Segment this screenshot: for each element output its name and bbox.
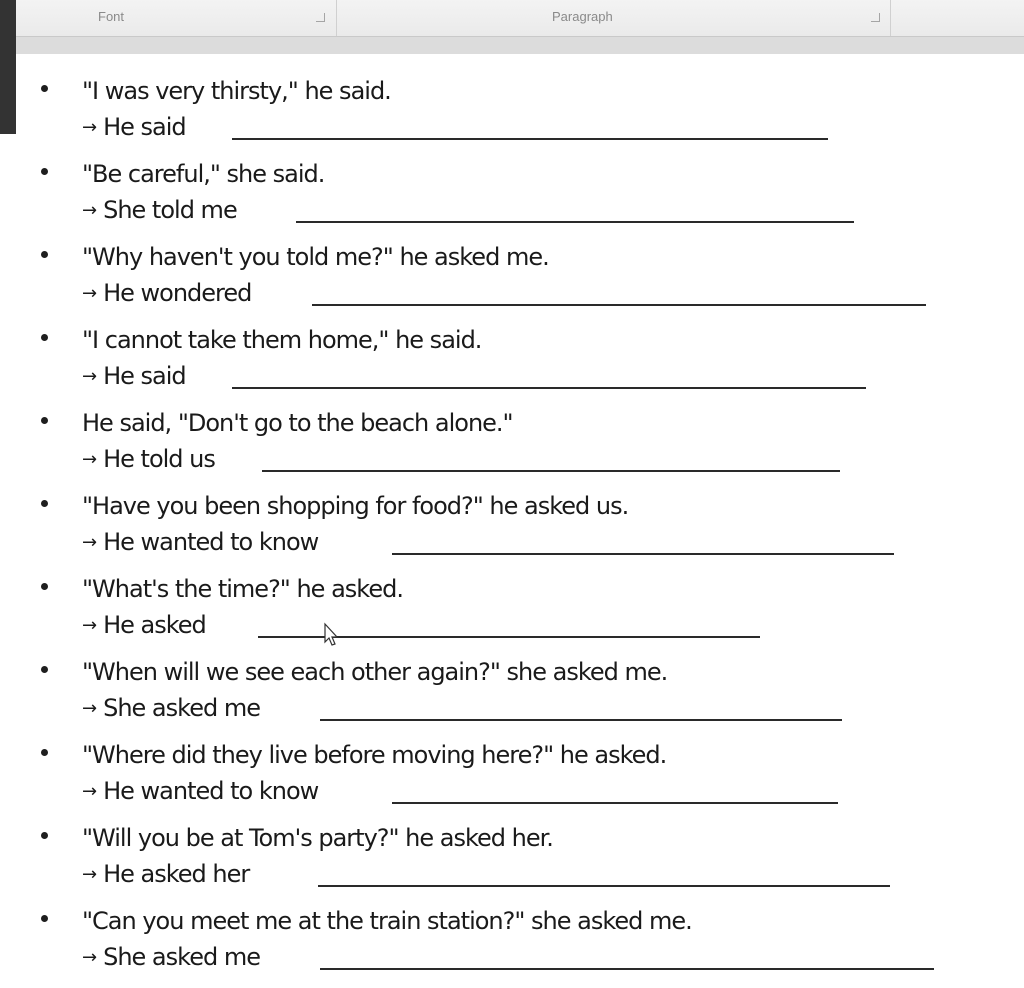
- direct-speech-sentence: "Can you meet me at the train station?" she asked me.: [82, 907, 692, 935]
- right-arrow-icon: →: [82, 117, 98, 138]
- ribbon-separator: [336, 0, 337, 36]
- right-arrow-icon: →: [82, 366, 98, 387]
- direct-speech-sentence: "Be careful," she said.: [82, 160, 325, 188]
- direct-speech-sentence: "What's the time?" he asked.: [82, 575, 403, 603]
- right-arrow-icon: →: [82, 781, 98, 802]
- direct-speech-sentence: "Will you be at Tom's party?" he asked her.: [82, 824, 553, 852]
- answer-prompt: He asked her: [103, 860, 250, 888]
- answer-prompt: He wanted to know: [103, 777, 319, 805]
- ribbon-separator: [890, 0, 891, 36]
- list-item: [0, 718, 1024, 805]
- font-group-label: Font: [98, 9, 125, 24]
- list-item: [0, 635, 1024, 722]
- ribbon-bottom-strip: [0, 36, 1024, 54]
- bullet-icon: [41, 749, 48, 756]
- direct-speech-sentence: "I was very thirsty," he said.: [82, 77, 391, 105]
- list-item: [0, 469, 1024, 556]
- direct-speech-sentence: "I cannot take them home," he said.: [82, 326, 482, 354]
- right-arrow-icon: →: [82, 449, 98, 470]
- answer-prompt: He said: [103, 362, 186, 390]
- list-item: [0, 220, 1024, 307]
- answer-prompt: He asked: [103, 611, 206, 639]
- text-cursor-icon: [322, 622, 340, 648]
- ribbon-toolbar: [0, 0, 1024, 54]
- paragraph-group-label: Paragraph: [552, 9, 613, 24]
- answer-prompt: He said: [103, 113, 186, 141]
- list-item: [0, 54, 1024, 141]
- bullet-icon: [41, 334, 48, 341]
- direct-speech-sentence: "Why haven't you told me?" he asked me.: [82, 243, 549, 271]
- answer-row: [82, 942, 260, 972]
- bullet-icon: [41, 666, 48, 673]
- direct-speech-sentence: "Have you been shopping for food?" he asked us.: [82, 492, 629, 520]
- bullet-icon: [41, 915, 48, 922]
- answer-prompt: He wondered: [103, 279, 252, 307]
- list-item: [0, 552, 1024, 639]
- list-item: [0, 303, 1024, 390]
- document-page[interactable]: [0, 54, 1024, 988]
- direct-speech-sentence: "Where did they live before moving here?" he asked.: [82, 741, 667, 769]
- direct-speech-sentence: He said, "Don't go to the beach alone.": [82, 409, 513, 437]
- list-item: [0, 137, 1024, 224]
- bullet-icon: [41, 85, 48, 92]
- bullet-icon: [41, 168, 48, 175]
- list-item: [0, 884, 1024, 971]
- answer-prompt: She asked me: [103, 694, 260, 722]
- list-item: [0, 386, 1024, 473]
- answer-prompt: She asked me: [103, 943, 260, 971]
- direct-speech-sentence: "When will we see each other again?" she asked me.: [82, 658, 668, 686]
- right-arrow-icon: →: [82, 615, 98, 636]
- bullet-icon: [41, 417, 48, 424]
- right-arrow-icon: →: [82, 283, 98, 304]
- answer-prompt: He wanted to know: [103, 528, 319, 556]
- right-arrow-icon: →: [82, 200, 98, 221]
- right-arrow-icon: →: [82, 947, 98, 968]
- right-arrow-icon: →: [82, 864, 98, 885]
- bullet-icon: [41, 500, 48, 507]
- font-dialog-launcher-icon[interactable]: [316, 13, 325, 22]
- bullet-icon: [41, 251, 48, 258]
- answer-prompt: She told me: [103, 196, 237, 224]
- answer-blank-line[interactable]: [320, 968, 934, 970]
- answer-prompt: He told us: [103, 445, 215, 473]
- list-item: [0, 801, 1024, 888]
- right-arrow-icon: →: [82, 532, 98, 553]
- right-arrow-icon: →: [82, 698, 98, 719]
- bullet-icon: [41, 832, 48, 839]
- bullet-icon: [41, 583, 48, 590]
- paragraph-dialog-launcher-icon[interactable]: [871, 13, 880, 22]
